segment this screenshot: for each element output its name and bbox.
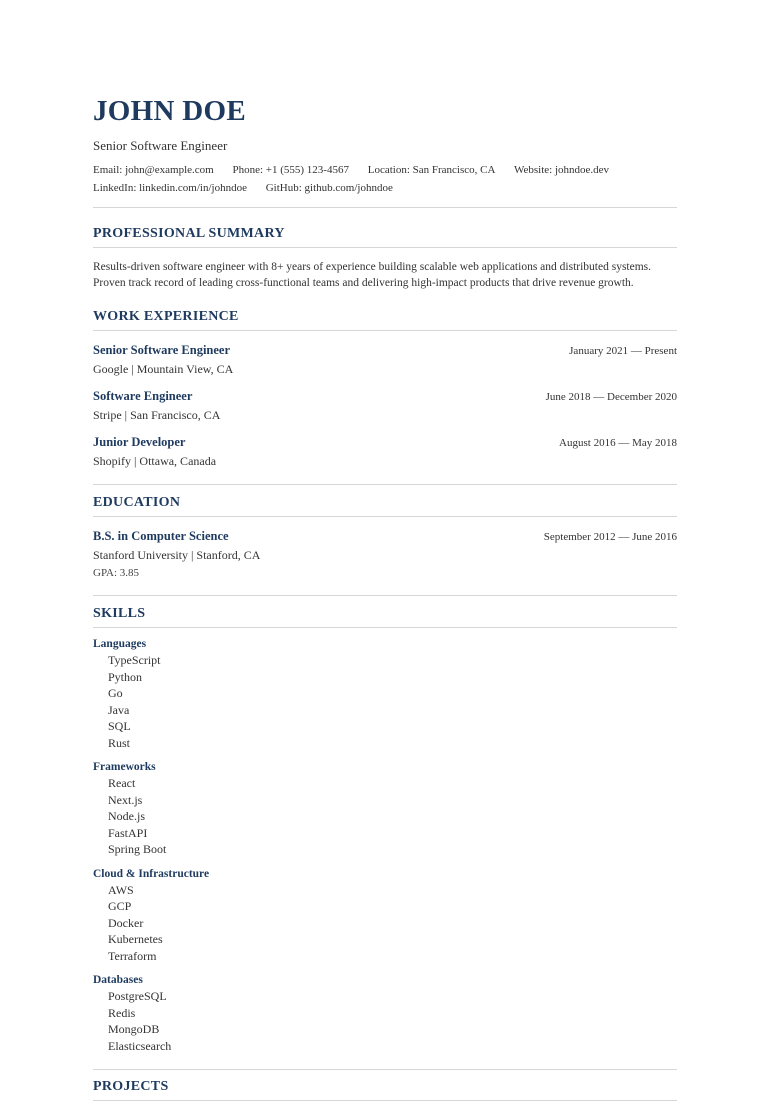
experience-section	[93, 310, 677, 469]
experience-heading: WORK EXPERIENCE	[93, 310, 677, 331]
skill-item: Go	[108, 686, 123, 700]
skill-item: MongoDB	[108, 1022, 160, 1036]
skill-item: Terraform	[108, 948, 157, 963]
skill-item: TypeScript	[108, 653, 161, 667]
skill-list	[93, 652, 677, 751]
resume-header	[93, 93, 677, 197]
education-dates: September 2012 — June 2016	[543, 531, 677, 543]
skill-item: Rust	[108, 735, 131, 750]
skill-category: Cloud & Infrastructure	[93, 867, 210, 880]
job-title: Software Engineer	[93, 389, 193, 403]
skill-item: AWS	[108, 882, 134, 897]
job-dates: August 2016 — May 2018	[559, 437, 677, 449]
job-entry	[93, 343, 677, 377]
skill-item: React	[108, 776, 136, 790]
skill-item: SQL	[108, 719, 131, 733]
job-organization: Google | Mountain View, CA	[93, 362, 234, 376]
section-divider	[93, 1069, 677, 1070]
education-section	[93, 496, 677, 579]
skill-category: Frameworks	[93, 761, 156, 773]
skill-category: Databases	[93, 974, 143, 986]
skills-section	[93, 607, 677, 1054]
school-name: Stanford University | Stanford, CA	[93, 548, 261, 562]
contact-location: Location: San Francisco, CA	[367, 164, 496, 176]
summary-text: Results-driven software engineer with 8+ years of experience building scalable web applications and distributed systems. Proven track record of leading cross-functional teams and delivering high-impact products that drive revenue growth.	[93, 261, 652, 289]
contact-github: GitHub: github.com/johndoe	[265, 182, 393, 194]
skill-item: Elasticsearch	[108, 1038, 172, 1053]
summary-heading: PROFESSIONAL SUMMARY	[93, 227, 677, 248]
resume-page	[93, 93, 677, 1101]
skill-item: Python	[108, 669, 143, 684]
job-dates: June 2018 — December 2020	[545, 391, 677, 403]
skill-item: GCP	[108, 899, 132, 913]
skill-list	[93, 988, 677, 1054]
skill-item: Spring Boot	[108, 842, 167, 856]
contact-website: Website: johndoe.dev	[513, 164, 610, 176]
job-title: Junior Developer	[93, 435, 186, 449]
job-organization: Shopify | Ottawa, Canada	[93, 454, 217, 468]
contact-email: Email: john@example.com	[93, 164, 214, 176]
contact-info	[93, 161, 677, 197]
section-divider	[93, 595, 677, 596]
section-divider	[93, 484, 677, 485]
job-dates: January 2021 — Present	[569, 345, 677, 357]
skill-category: Languages	[93, 638, 147, 650]
skill-item: PostgreSQL	[108, 989, 167, 1003]
skill-list	[93, 882, 677, 965]
summary-section	[93, 227, 677, 291]
contact-linkedin: LinkedIn: linkedin.com/in/johndoe	[93, 182, 247, 194]
job-entry	[93, 435, 677, 469]
skill-item: FastAPI	[108, 825, 148, 840]
skill-item: Redis	[108, 1005, 136, 1020]
education-heading: EDUCATION	[93, 496, 677, 517]
education-entry	[93, 529, 677, 579]
degree-title: B.S. in Computer Science	[93, 529, 229, 543]
section-divider	[93, 207, 677, 208]
skill-item: Node.js	[108, 809, 145, 823]
skills-heading: SKILLS	[93, 607, 677, 628]
projects-heading: PROJECTS	[93, 1080, 677, 1101]
skill-list	[93, 775, 677, 858]
contact-row-secondary	[93, 179, 677, 197]
job-organization: Stripe | San Francisco, CA	[93, 408, 221, 422]
skill-item: Docker	[108, 915, 144, 930]
job-title: Senior Software Engineer	[93, 343, 231, 357]
contact-row-primary	[93, 161, 677, 179]
skill-item: Next.js	[108, 792, 143, 807]
candidate-name: JOHN DOE	[93, 95, 247, 127]
skill-item: Java	[108, 702, 130, 717]
candidate-title: Senior Software Engineer	[93, 138, 228, 153]
gpa: GPA: 3.85	[93, 567, 140, 579]
skill-item: Kubernetes	[108, 932, 163, 946]
job-entry	[93, 389, 677, 423]
projects-section	[93, 1080, 677, 1101]
contact-phone: Phone: +1 (555) 123-4567	[232, 164, 349, 176]
